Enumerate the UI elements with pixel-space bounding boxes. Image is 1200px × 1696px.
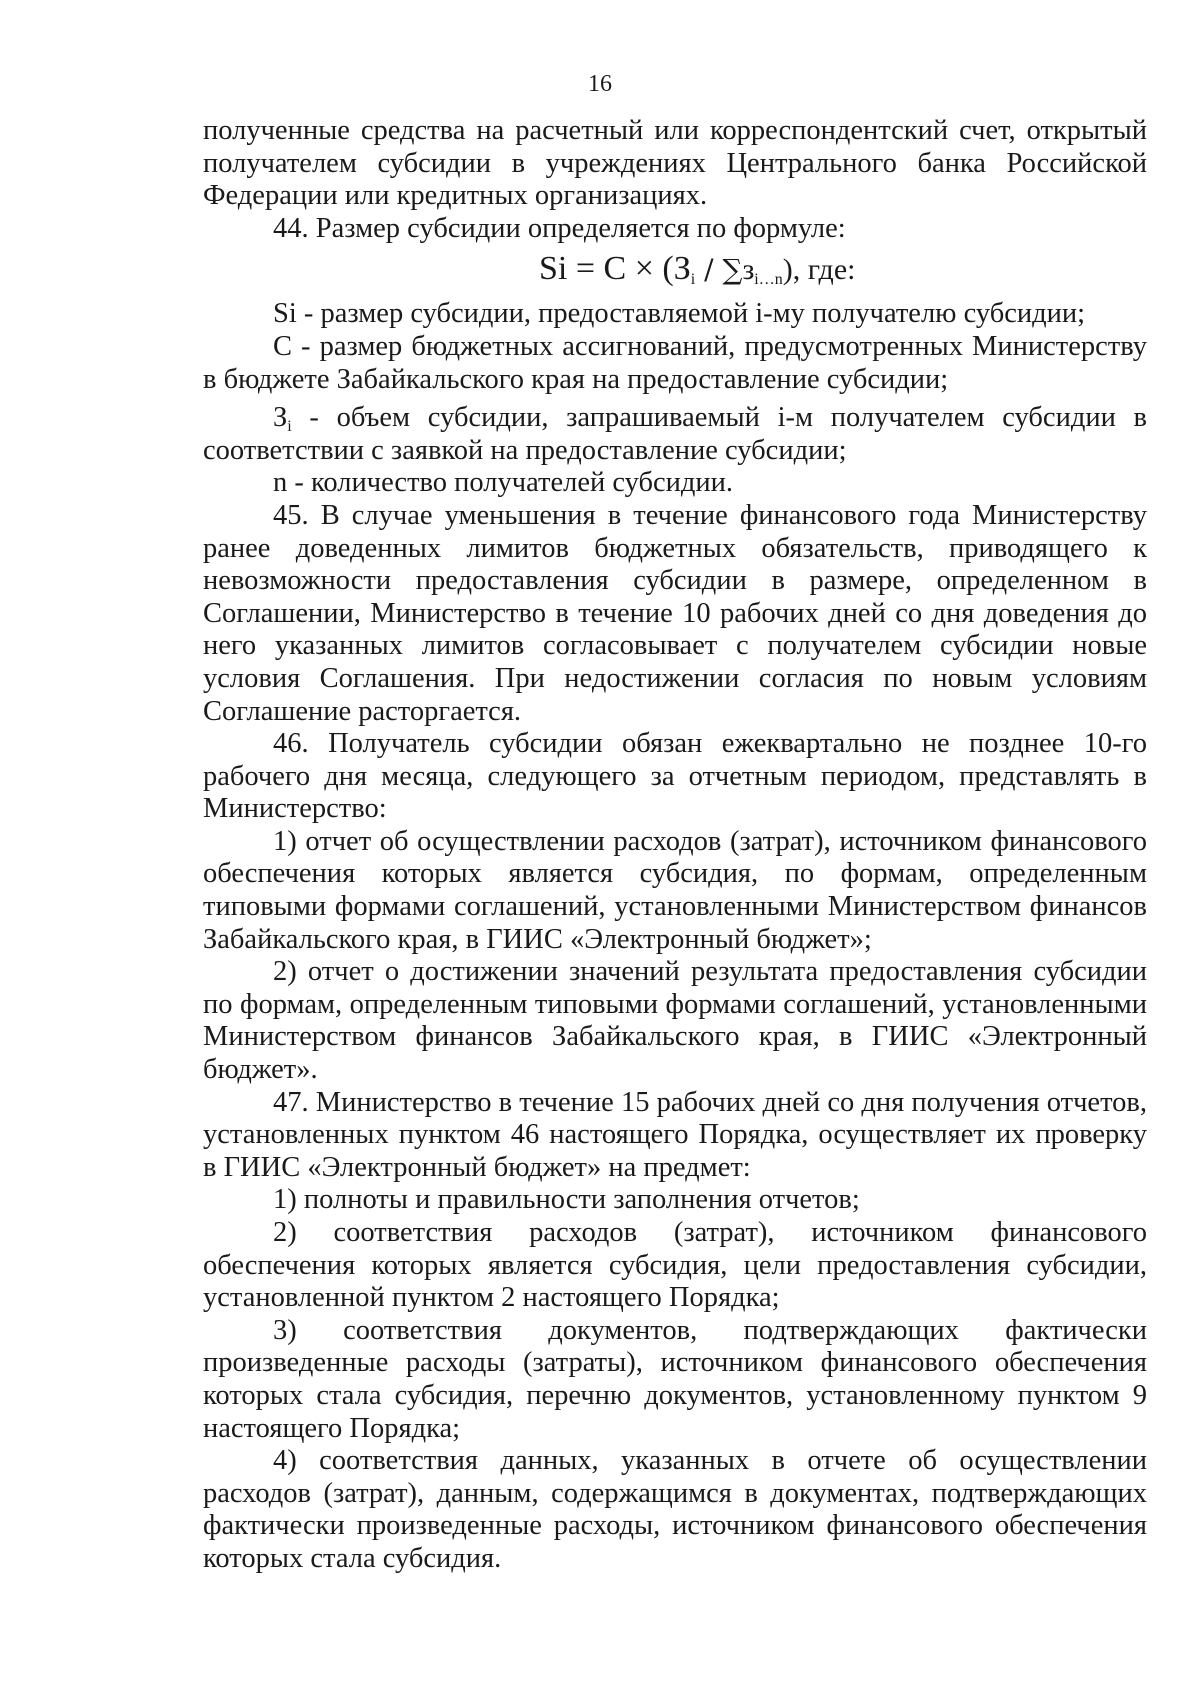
formula-sum-term: з xyxy=(742,253,755,287)
paragraph-47-item-1: 1) полноты и правильности заполнения отчетов; xyxy=(273,1184,860,1216)
definition-n: n - количество получателей субсидии. xyxy=(273,467,734,499)
definition-zi-symbol: З xyxy=(273,402,288,434)
definition-zi xyxy=(203,402,1147,467)
formula-sum-sign: / ∑ xyxy=(695,253,743,287)
formula-sub-i: i xyxy=(690,271,696,289)
formula-lhs: Si = С × (З xyxy=(539,250,691,288)
definition-si: Si - размер субсидии, предоставляемой i-му получателю субсидии; xyxy=(273,298,1086,330)
formula-tail: ), где: xyxy=(782,253,856,287)
paragraph-47: 47. Министерство в течение 15 рабочих дней со дня получения отчетов, установленных пунктом 46 настоящего Порядка, осуществляет их проверку в ГИИС «Электронный бюджет» на предмет: xyxy=(203,1086,1147,1183)
paragraph-46: 46. Получатель субсидии обязан ежеквартально не позднее 10-го рабочего дня месяца, следующего за отчетным периодом, представлять в Министерство: xyxy=(203,728,1147,825)
paragraph-continuation: полученные средства на расчетный или корреспондентский счет, открытый получателем субсидии в учреждениях Центрального банка Российской Федерации или кредитных организациях. xyxy=(203,115,1147,212)
definition-zi-text: - объем субсидии, запрашиваемый i-м получателем субсидии в соответствии с заявкой на предоставление субсидии; xyxy=(203,402,1147,466)
formula-sub-range: i…n xyxy=(754,271,783,289)
paragraph-47-item-3: 3) соответствия документов, подтверждающих фактически произведенные расходы (затраты), источником финансового обеспечения которых стала субсидия, перечню документов, установленному пунктом 9 настоящего Порядка; xyxy=(203,1314,1147,1444)
paragraph-47-item-4: 4) соответствия данных, указанных в отчете об осуществлении расходов (затрат), данным, содержащимся в документах, подтверждающих фактически произведенные расходы, источником финансового обеспечения которых стала субсидия. xyxy=(203,1445,1147,1574)
paragraph-46-item-1: 1) отчет об осуществлении расходов (затрат), источником финансового обеспечения которых является субсидия, по формам, определенным типовыми формами соглашений, установленными Министерством финансов Забайкальского края, в ГИИС «Электронный бюджет»; xyxy=(203,825,1147,955)
subsidy-formula xyxy=(203,249,1147,290)
paragraph-47-item-2: 2) соответствия расходов (затрат), источником финансового обеспечения которых является субсидия, цели предоставления субсидии, установленной пунктом 2 настоящего Порядка; xyxy=(203,1217,1147,1314)
definition-c: С - размер бюджетных ассигнований, предусмотренных Министерству в бюджете Забайкальского края на предоставление субсидии; xyxy=(203,330,1147,395)
page-number: 16 xyxy=(588,71,612,97)
paragraph-46-item-2: 2) отчет о достижении значений результата предоставления субсидии по формам, определенным типовыми формами соглашений, установленными Министерством финансов Забайкальского края, в ГИИС «Электронный бюджет». xyxy=(203,956,1147,1086)
paragraph-44: 44. Размер субсидии определяется по формуле: xyxy=(273,212,846,244)
definition-zi-sub: i xyxy=(287,418,292,436)
document-body xyxy=(203,115,1147,1576)
paragraph-45: 45. В случае уменьшения в течение финансового года Министерству ранее доведенных лимитов бюджетных обязательств, приводящего к невозможности предоставления субсидии в размере, определенном в Соглашении, Министерство в течение 10 рабочих дней со дня доведения до него указанных лимитов согласовывает с получателем субсидии новые условия Соглашения. При недостижении согласия по новым условиям Соглашение расторгается. xyxy=(203,499,1147,727)
